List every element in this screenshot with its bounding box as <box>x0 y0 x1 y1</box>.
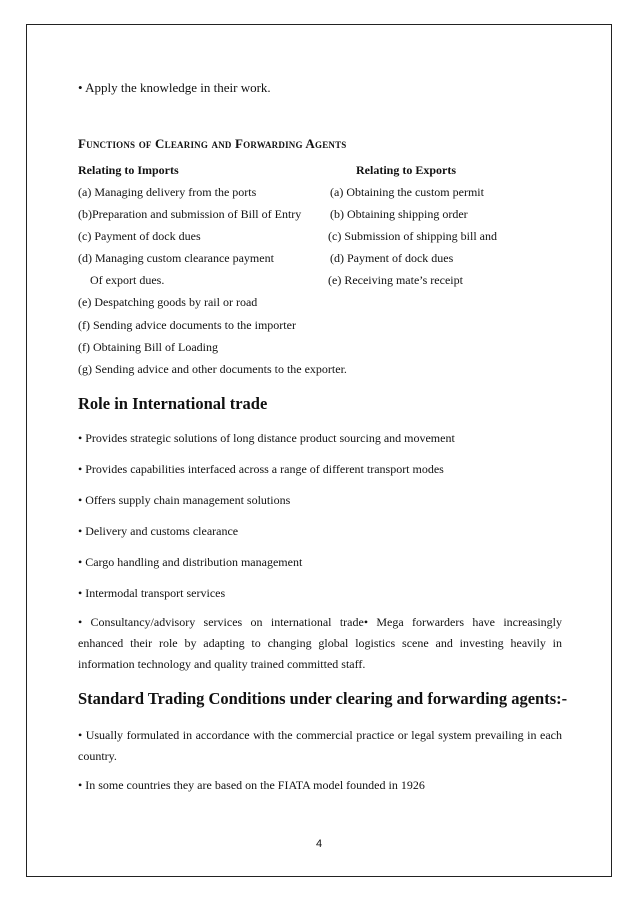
imports-item-c: (c) Payment of dock dues <box>78 229 201 243</box>
standard-heading: Standard Trading Conditions under clearing and forwarding agents:- <box>78 689 568 708</box>
role-bullet: • Delivery and customs clearance <box>78 524 239 538</box>
functions-heading: Functions of Clearing and Forwarding Agents <box>78 136 347 151</box>
imports-item-g: (g) Sending advice and other documents to the exporter. <box>78 362 347 376</box>
imports-item-d: (d) Managing custom clearance payment <box>78 251 274 265</box>
role-bullet: • Provides strategic solutions of long distance product sourcing and movement <box>78 431 455 445</box>
standard-bullet-paragraph: • Usually formulated in accordance with the commercial practice or legal system prevailing in each country. <box>78 728 562 763</box>
page-number: 4 <box>315 838 323 850</box>
standard-bullet: • In some countries they are based on the FIATA model founded in 1926 <box>78 778 425 792</box>
role-bullet: • Cargo handling and distribution management <box>78 555 303 569</box>
role-bullet: • Intermodal transport services <box>78 586 226 600</box>
imports-item-a: (a) Managing delivery from the ports <box>78 185 257 199</box>
role-bullet-paragraph: • Consultancy/advisory services on international trade• Mega forwarders have increasingly enhanced their role by adapting to changing global logistics scene and investing heavily in information technology and quality trained committed staff. <box>78 615 562 671</box>
exports-item-c: (c) Submission of shipping bill and <box>328 229 497 243</box>
intro-bullet: • Apply the knowledge in their work. <box>78 80 271 95</box>
imports-item-b: (b)Preparation and submission of Bill of Entry <box>78 207 302 221</box>
imports-item-f2: (f) Obtaining Bill of Loading <box>78 340 218 354</box>
imports-item-d-cont: Of export dues. <box>90 273 165 287</box>
exports-item-b: (b) Obtaining shipping order <box>330 207 468 221</box>
exports-heading: Relating to Exports <box>356 163 456 177</box>
role-bullet: • Offers supply chain management solutions <box>78 493 291 507</box>
imports-item-e: (e) Despatching goods by rail or road <box>78 295 258 309</box>
imports-heading: Relating to Imports <box>78 163 179 177</box>
imports-item-f1: (f) Sending advice documents to the importer <box>78 318 296 332</box>
exports-item-e: (e) Receiving mate’s receipt <box>328 273 463 287</box>
role-heading: Role in International trade <box>78 394 268 413</box>
role-bullet: • Provides capabilities interfaced across a range of different transport modes <box>78 462 444 476</box>
exports-item-d: (d) Payment of dock dues <box>330 251 454 265</box>
exports-item-a: (a) Obtaining the custom permit <box>330 185 484 199</box>
